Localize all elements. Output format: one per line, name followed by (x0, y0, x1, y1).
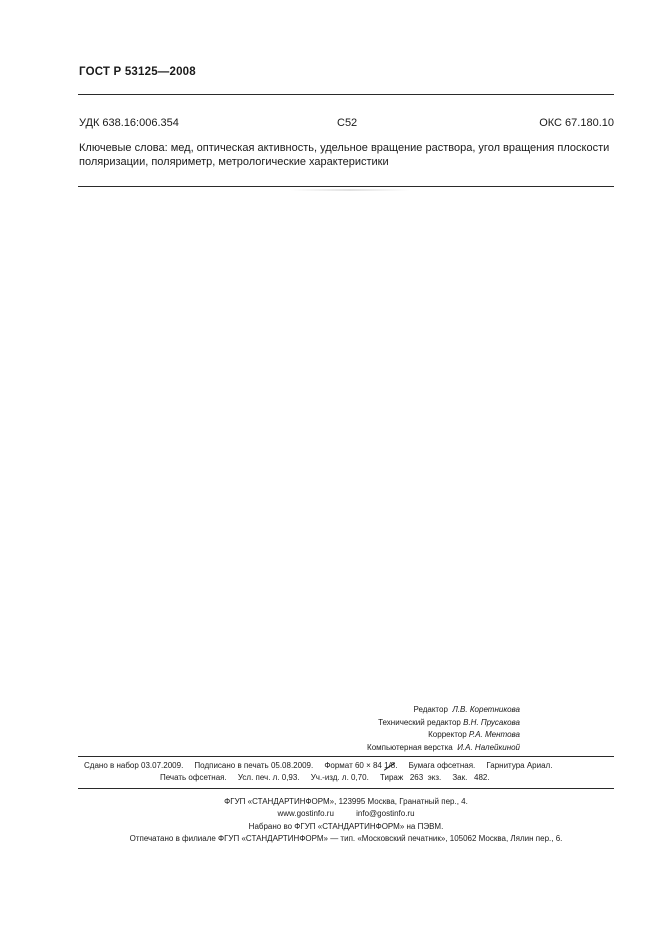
keywords-divider (78, 186, 614, 187)
credit-layout (190, 742, 520, 755)
credit-name: Л.В. Коретникова (452, 705, 520, 714)
credit-name: В.Н. Прусакова (463, 717, 520, 727)
publisher-email[interactable]: info@gostinfo.ru (356, 809, 415, 819)
scan-artifact (290, 189, 410, 191)
format-prefix: Формат 60 × 84 (324, 761, 382, 770)
credit-name: И.А. Налейкиной (457, 742, 520, 752)
top-divider (78, 94, 614, 95)
credit-proofreader (190, 729, 520, 742)
publisher-block (78, 796, 614, 845)
printed-note: Отпечатано в филиале ФГУП «СТАНДАРТИНФОРМ» — тип. «Московский печатник», 105062 Москва, Лялин пер., 6. (129, 833, 563, 843)
group-code: С52 (337, 117, 358, 129)
font-name: Гарнитура Ариал. (486, 761, 553, 770)
credit-role: Технический редактор (378, 717, 461, 727)
credit-tech-editor (190, 717, 520, 730)
print-info-line-2 (160, 773, 490, 782)
typeset-note: Набрано во ФГУП «СТАНДАРТИНФОРМ» на ПЭВМ. (248, 821, 444, 831)
credit-role: Компьютерная верстка (367, 742, 453, 752)
credit-role: Корректор (428, 730, 467, 739)
keywords-block (79, 141, 619, 169)
publisher-contacts (78, 808, 614, 820)
credit-role: Редактор (413, 705, 448, 714)
order-number: Зак. 482. (452, 773, 490, 782)
pub-sheets: Уч.-изд. л. 0,70. (310, 773, 369, 782)
print-info-divider (78, 756, 614, 757)
format-suffix: . (395, 761, 398, 770)
oks-code: ОКС 67.180.10 (539, 117, 614, 129)
keywords-line-1: Ключевые слова: мед, оптическая активность, удельное вращение раствора, угол вращения плоскости (79, 142, 610, 154)
publisher-address: ФГУП «СТАНДАРТИНФОРМ», 123995 Москва, Гранатный пер., 4. (224, 797, 468, 806)
keywords-line-2: поляризации, поляриметр, метрологические характеристики (79, 156, 389, 168)
credit-editor (190, 704, 520, 717)
format-fraction: 1/8 (384, 761, 396, 770)
typeset-date: Сдано в набор 03.07.2009. (84, 761, 184, 770)
document-code: ГОСТ Р 53125—2008 (79, 66, 196, 78)
signed-date: Подписано в печать 05.08.2009. (194, 761, 314, 770)
conv-sheets: Усл. печ. л. 0,93. (237, 773, 300, 782)
print-run: Тираж 263 экз. (379, 773, 442, 782)
credits-block (190, 704, 520, 754)
udk-code: УДК 638.16:006.354 (79, 117, 179, 129)
print-info-line-1 (84, 761, 612, 770)
print-type: Печать офсетная. (160, 773, 227, 782)
paper-type: Бумага офсетная. (408, 761, 476, 770)
publisher-divider (78, 788, 614, 789)
credit-name: Р.А. Ментова (468, 730, 520, 739)
publisher-website[interactable]: www.gostinfo.ru (277, 809, 334, 819)
